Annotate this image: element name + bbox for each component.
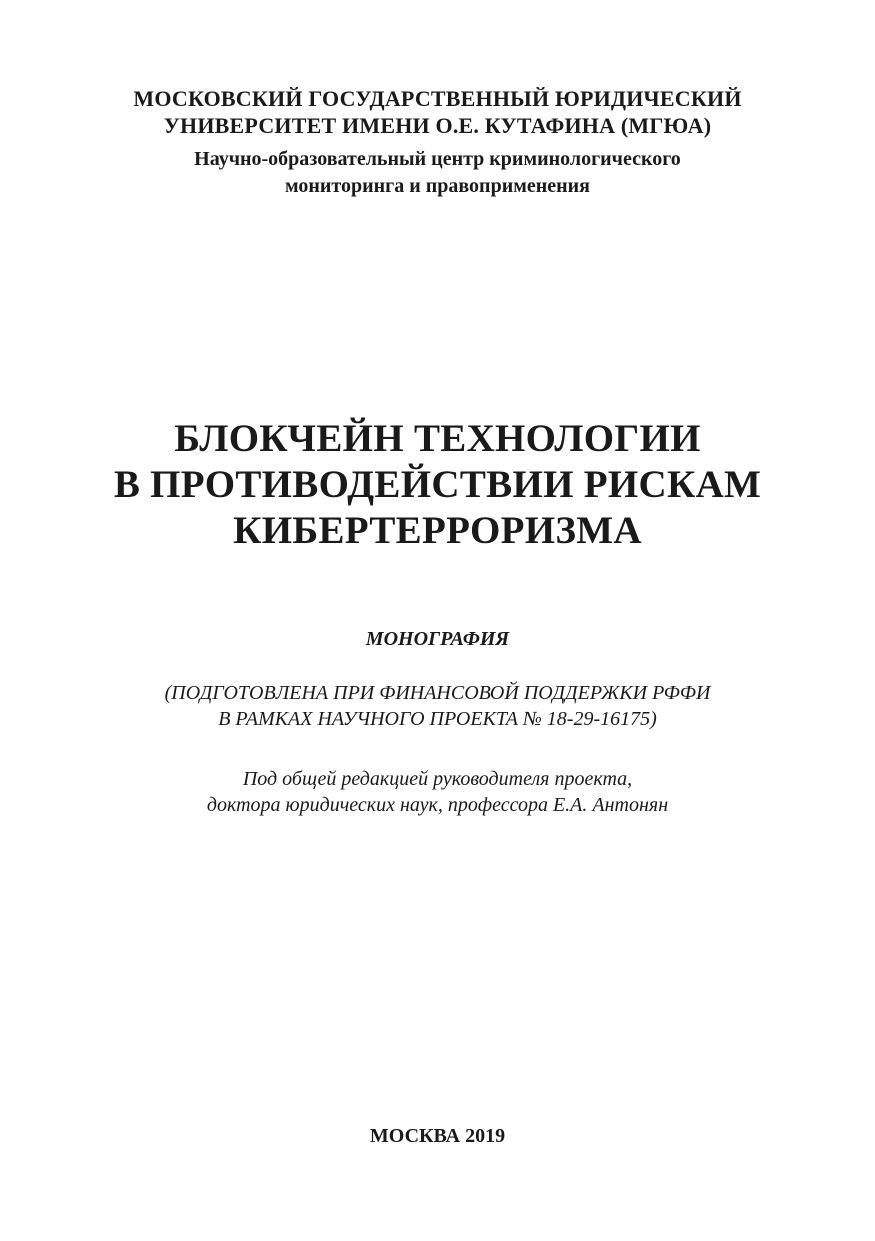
book-title-line-1: БЛОКЧЕЙН ТЕХНОЛОГИИ [174, 417, 701, 460]
university-name-line-2: УНИВЕРСИТЕТ ИМЕНИ О.Е. КУТАФИНА (МГЮА) [163, 113, 712, 138]
imprint-city-year: МОСКВА 2019 [369, 1125, 506, 1147]
book-title-line-3: КИБЕРТЕРРОРИЗМА [233, 509, 642, 552]
book-title-line-2: В ПРОТИВОДЕЙСТВИИ РИСКАМ [113, 463, 762, 506]
funding-note-line-1: (ПОДГОТОВЛЕНА ПРИ ФИНАНСОВОЙ ПОДДЕРЖКИ РФФИ [164, 682, 711, 704]
university-name-line-1: МОСКОВСКИЙ ГОСУДАРСТВЕННЫЙ ЮРИДИЧЕСКИЙ [133, 86, 742, 111]
genre-label: МОНОГРАФИЯ [365, 628, 510, 650]
editor-line-2: доктора юридических наук, профессора Е.А. Антонян [206, 794, 669, 816]
research-center-line-1: Научно-образовательный центр криминологического [194, 148, 681, 170]
research-center-line-2: мониторинга и правоприменения [285, 175, 590, 197]
funding-note-line-2: В РАМКАХ НАУЧНОГО ПРОЕКТА № 18-29-16175) [218, 708, 657, 730]
editor-line-1: Под общей редакцией руководителя проекта, [242, 768, 633, 790]
